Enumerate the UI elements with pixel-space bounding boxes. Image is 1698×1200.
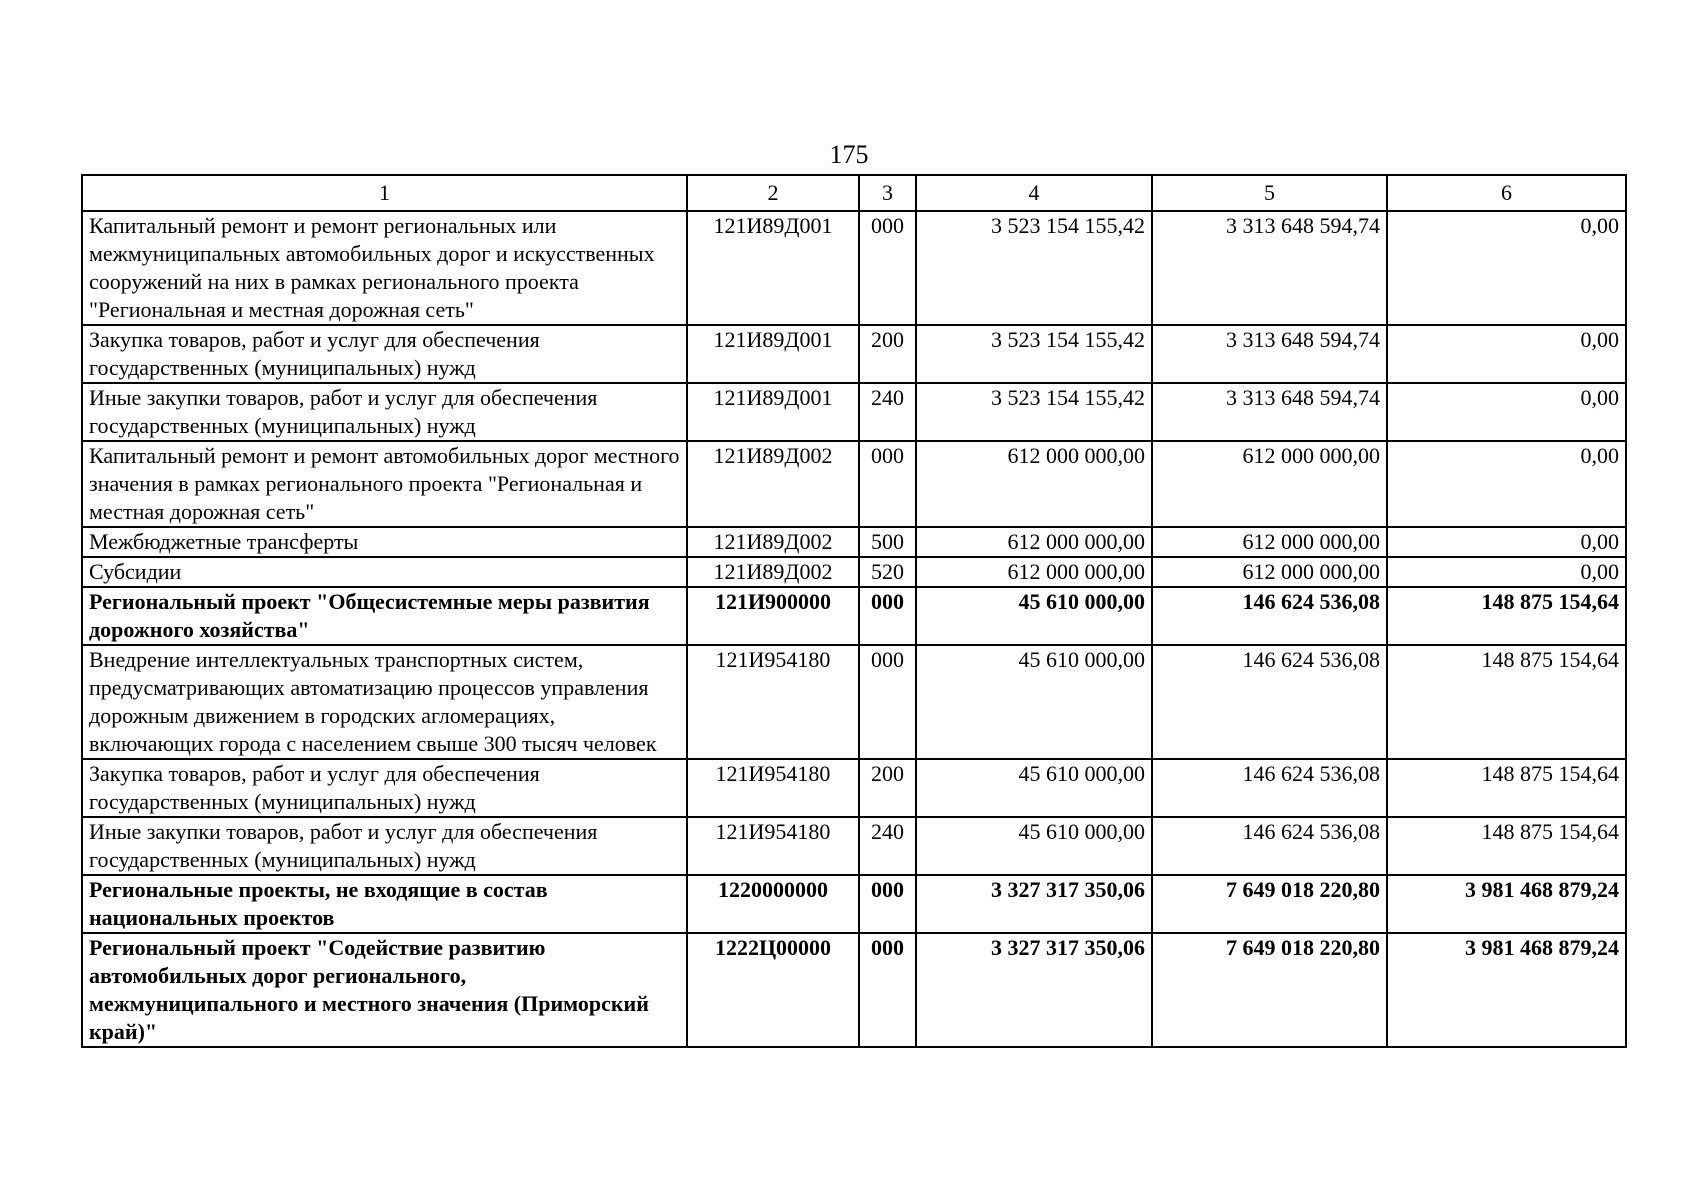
table-row	[82, 527, 1626, 557]
row-amount-col6: 0,00	[1387, 383, 1626, 441]
row-amount-col5: 146 624 536,08	[1152, 587, 1387, 645]
row-amount-col5: 3 313 648 594,74	[1152, 325, 1387, 383]
row-expense-type: 000	[859, 645, 916, 759]
table-body	[82, 211, 1626, 1047]
row-code: 121И954180	[687, 817, 859, 875]
row-amount-col4: 3 327 317 350,06	[916, 875, 1152, 933]
row-amount-col4: 612 000 000,00	[916, 557, 1152, 587]
row-amount-col6: 0,00	[1387, 441, 1626, 527]
column-header-5: 5	[1152, 175, 1387, 211]
row-expense-type: 240	[859, 383, 916, 441]
table-row	[82, 383, 1626, 441]
row-expense-type: 520	[859, 557, 916, 587]
row-amount-col6: 148 875 154,64	[1387, 645, 1626, 759]
row-name: Межбюджетные трансферты	[82, 527, 687, 557]
row-name: Субсидии	[82, 557, 687, 587]
row-expense-type: 000	[859, 211, 916, 325]
row-code: 121И954180	[687, 759, 859, 817]
row-expense-type: 000	[859, 875, 916, 933]
row-expense-type: 200	[859, 759, 916, 817]
row-expense-type: 500	[859, 527, 916, 557]
table-row	[82, 817, 1626, 875]
table-row	[82, 325, 1626, 383]
row-amount-col4: 3 327 317 350,06	[916, 933, 1152, 1047]
row-amount-col5: 7 649 018 220,80	[1152, 875, 1387, 933]
row-code: 121И89Д001	[687, 383, 859, 441]
table-row	[82, 875, 1626, 933]
row-code: 121И89Д002	[687, 441, 859, 527]
table-row	[82, 211, 1626, 325]
table-row	[82, 645, 1626, 759]
row-amount-col6: 3 981 468 879,24	[1387, 933, 1626, 1047]
row-code: 1220000000	[687, 875, 859, 933]
row-amount-col4: 45 610 000,00	[916, 759, 1152, 817]
row-amount-col6: 148 875 154,64	[1387, 587, 1626, 645]
column-header-1: 1	[82, 175, 687, 211]
page-number: 175	[829, 140, 869, 169]
row-name: Закупка товаров, работ и услуг для обеспечения государственных (муниципальных) нужд	[82, 325, 687, 383]
row-name: Региональный проект "Общесистемные меры развития дорожного хозяйства"	[82, 587, 687, 645]
row-amount-col5: 146 624 536,08	[1152, 759, 1387, 817]
column-header-6: 6	[1387, 175, 1626, 211]
row-expense-type: 000	[859, 933, 916, 1047]
row-name: Внедрение интеллектуальных транспортных систем, предусматривающих автоматизацию процессов управления дорожным движением в городских агломерациях, включающих города с населением свыше 300 тысяч человек	[82, 645, 687, 759]
row-amount-col5: 612 000 000,00	[1152, 557, 1387, 587]
row-amount-col4: 3 523 154 155,42	[916, 325, 1152, 383]
row-amount-col6: 0,00	[1387, 527, 1626, 557]
row-amount-col4: 45 610 000,00	[916, 645, 1152, 759]
row-amount-col5: 146 624 536,08	[1152, 817, 1387, 875]
row-amount-col4: 3 523 154 155,42	[916, 211, 1152, 325]
column-header-3: 3	[859, 175, 916, 211]
row-amount-col4: 612 000 000,00	[916, 441, 1152, 527]
column-header-4: 4	[916, 175, 1152, 211]
header-row	[82, 175, 1626, 211]
row-amount-col6: 148 875 154,64	[1387, 817, 1626, 875]
row-amount-col6: 0,00	[1387, 211, 1626, 325]
row-amount-col5: 146 624 536,08	[1152, 645, 1387, 759]
row-expense-type: 000	[859, 441, 916, 527]
row-amount-col6: 148 875 154,64	[1387, 759, 1626, 817]
table-row	[82, 759, 1626, 817]
row-code: 121И89Д002	[687, 527, 859, 557]
table-row	[82, 441, 1626, 527]
row-name: Капитальный ремонт и ремонт автомобильных дорог местного значения в рамках регионального проекта "Региональная и местная дорожная сеть"	[82, 441, 687, 527]
row-amount-col5: 612 000 000,00	[1152, 527, 1387, 557]
row-code: 121И89Д002	[687, 557, 859, 587]
row-amount-col4: 612 000 000,00	[916, 527, 1152, 557]
column-header-2: 2	[687, 175, 859, 211]
row-amount-col5: 3 313 648 594,74	[1152, 211, 1387, 325]
row-amount-col6: 3 981 468 879,24	[1387, 875, 1626, 933]
table-row	[82, 557, 1626, 587]
row-code: 121И900000	[687, 587, 859, 645]
row-amount-col4: 3 523 154 155,42	[916, 383, 1152, 441]
row-amount-col5: 3 313 648 594,74	[1152, 383, 1387, 441]
row-amount-col5: 7 649 018 220,80	[1152, 933, 1387, 1047]
row-amount-col4: 45 610 000,00	[916, 817, 1152, 875]
row-amount-col6: 0,00	[1387, 557, 1626, 587]
row-expense-type: 000	[859, 587, 916, 645]
table-row	[82, 933, 1626, 1047]
table-row	[82, 587, 1626, 645]
row-code: 1222Ц00000	[687, 933, 859, 1047]
row-name: Региональные проекты, не входящие в состав национальных проектов	[82, 875, 687, 933]
row-amount-col5: 612 000 000,00	[1152, 441, 1387, 527]
row-code: 121И954180	[687, 645, 859, 759]
row-code: 121И89Д001	[687, 211, 859, 325]
budget-table	[81, 174, 1627, 1048]
row-name: Иные закупки товаров, работ и услуг для обеспечения государственных (муниципальных) нужд	[82, 383, 687, 441]
row-code: 121И89Д001	[687, 325, 859, 383]
row-amount-col4: 45 610 000,00	[916, 587, 1152, 645]
row-expense-type: 200	[859, 325, 916, 383]
row-name: Региональный проект "Содействие развитию автомобильных дорог регионального, межмуниципального и местного значения (Приморский край)"	[82, 933, 687, 1047]
row-name: Капитальный ремонт и ремонт региональных или межмуниципальных автомобильных дорог и искусственных сооружений на них в рамках регионального проекта "Региональная и местная дорожная сеть"	[82, 211, 687, 325]
row-name: Иные закупки товаров, работ и услуг для обеспечения государственных (муниципальных) нужд	[82, 817, 687, 875]
row-expense-type: 240	[859, 817, 916, 875]
row-amount-col6: 0,00	[1387, 325, 1626, 383]
row-name: Закупка товаров, работ и услуг для обеспечения государственных (муниципальных) нужд	[82, 759, 687, 817]
